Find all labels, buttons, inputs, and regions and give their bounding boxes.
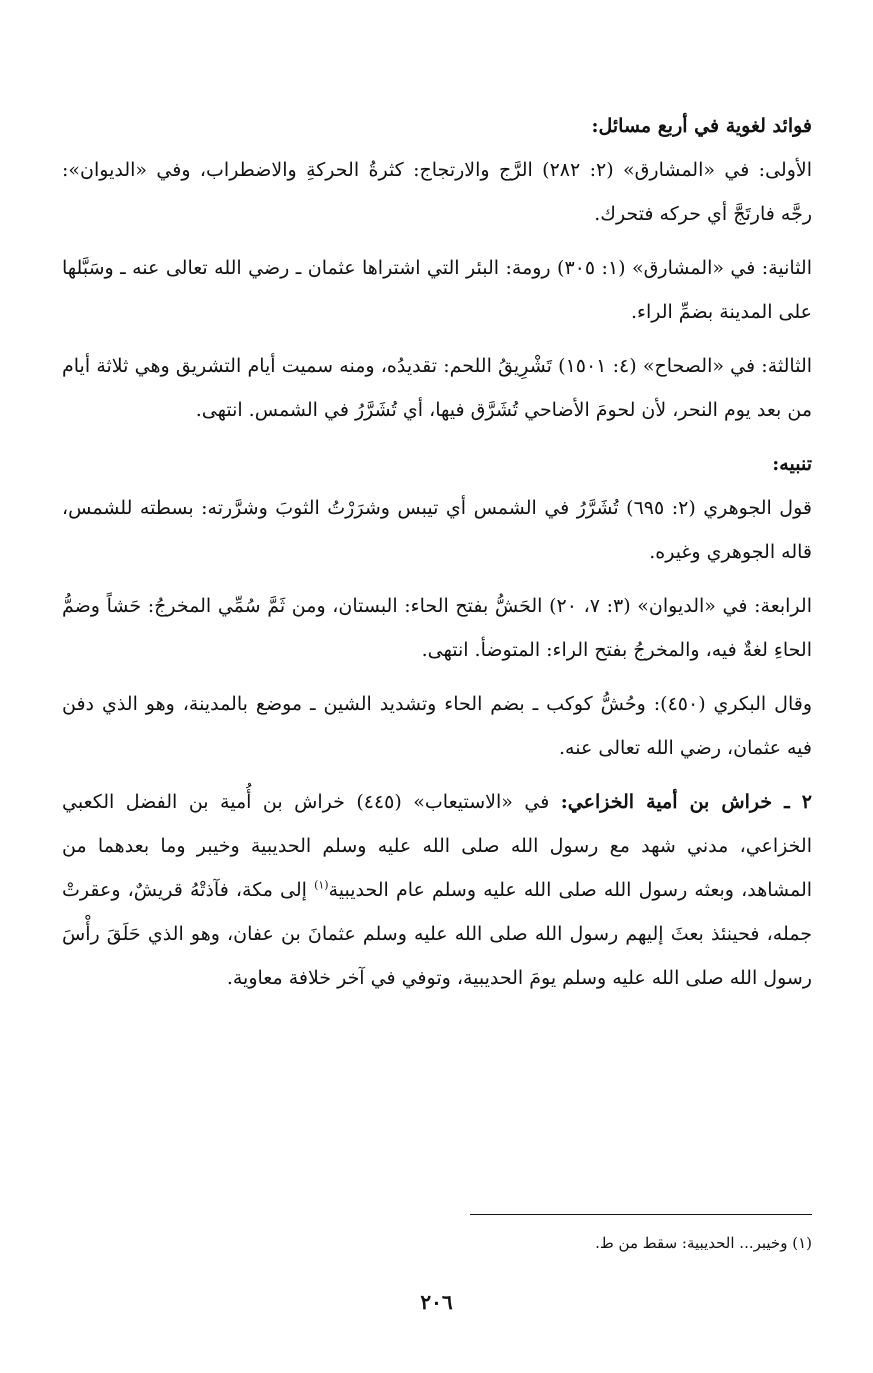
entry-body-part-a: في «الاستيعاب» (٤٤٥) خراش بن أُمية بن الفضل الكعبي الخزاعي، مدني شهد مع رسول الله صلى الله عليه وسلم الحديبية وخيبر وما بعدهما من المشاهد، وبعثه رسول الله صلى الله عليه وسلم عام الحديبية	[62, 791, 813, 901]
paragraph-notice: قول الجوهري (٢: ٦٩٥) تُشَرَّرُ في الشمس أي تيبس وشرَرْتُ الثوبَ وشرَّرته: بسطته للشمس، قاله الجوهري وغيره.	[62, 497, 813, 563]
notice-heading: تنبيه:	[772, 453, 812, 475]
paragraph-second-question: الثانية: في «المشارق» (١: ٣٠٥) رومة: البئر التي اشتراها عثمان ـ رضي الله تعالى عنه ـ وسَبَّلها على المدينة بضمِّ الراء.	[62, 257, 813, 323]
paragraph-bakri-quote: وقال البكري (٤٥٠): وحُشُّ كوكب ـ بضم الحاء وتشديد الشين ـ موضع بالمدينة، وهو الذي دفن فيه عثمان، رضي الله تعالى عنه.	[62, 693, 813, 759]
page-body	[62, 104, 812, 1010]
footnote-divider	[470, 1214, 812, 1215]
paragraph-third-question: الثالثة: في «الصحاح» (٤: ١٥٠١) تَشْرِيقُ اللحم: تقديدُه، ومنه سميت أيام التشريق وهي ثلاثة أيام من بعد يوم النحر، لأن لحومَ الأضاحي تُشَرَّق فيها، أي تُشَرَّرُ في الشمس. انتهى.	[62, 355, 813, 421]
page-number: ٢٠٦	[420, 1290, 453, 1314]
paragraph-first-question: الأولى: في «المشارق» (٢: ٢٨٢) الرَّج والارتجاج: كثرةُ الحركةِ والاضطراب، وفي «الديوان»: رجَّه فارتَجَّ أي حركه فتحرك.	[62, 159, 812, 225]
paragraph-fourth-question: الرابعة: في «الديوان» (٣: ٧، ٢٠) الحَشُّ بفتح الحاء: البستان، ومن ثَمَّ سُمِّي المخرجُ: حَشاً وضمُّ الحاءِ لغةٌ فيه، والمخرجُ بفتح الراء: المتوضأ. انتهى.	[62, 595, 812, 661]
footnote: (١) وخيبر... الحديبية: سقط من ط.	[595, 1234, 812, 1252]
footnote-reference: (١)	[314, 878, 329, 892]
entry-body-part-b: إلى مكة، فآذتْهُ قريشٌ، وعقرتْ جمله، فحينئذ بعثَ إليهم رسول الله صلى الله عليه وسلم عثمانَ بن عفان، وهو الذي حَلَقَ رأْسَ رسول الله صلى الله عليه وسلم يومَ الحديبية، وتوفي في آخر خلافة معاوية.	[62, 879, 812, 989]
paragraph-khirash-entry	[62, 780, 812, 1000]
entry-title: ٢ ـ خراش بن أمية الخزاعي:	[560, 791, 813, 813]
section-heading: فوائد لغوية في أربع مسائل:	[591, 115, 812, 137]
